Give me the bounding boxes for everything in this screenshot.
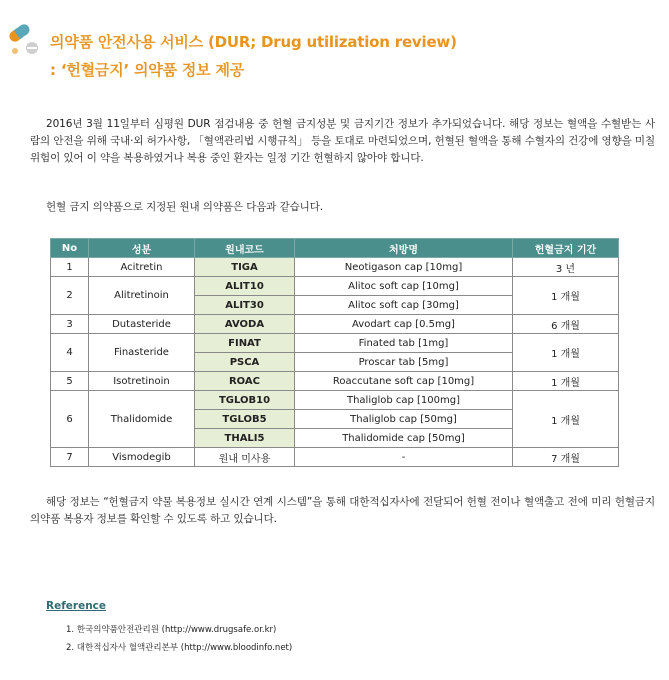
cell-prescription-name: Thaliglob cap [50mg] (295, 410, 513, 429)
intro-text-2: 헌혈 금지 의약품으로 지정된 원내 의약품은 다음과 같습니다. (46, 201, 323, 213)
cell-ingredient: Alitretinoin (89, 277, 195, 315)
reference-item: 2. 대한적십자사 혈액관리본부 (http://www.bloodinfo.net) (66, 643, 293, 653)
table-row (51, 258, 619, 277)
table-row (51, 334, 619, 353)
page-title: 의약품 안전사용 서비스 (DUR; Drug utilization review) (50, 33, 457, 51)
cell-no: 4 (51, 334, 89, 372)
cell-no: 1 (51, 258, 89, 277)
cell-code: AVODA (195, 315, 295, 334)
cell-ingredient: Dutasteride (89, 315, 195, 334)
cell-prescription-name: Alitoc soft cap [10mg] (295, 277, 513, 296)
column-header: 성분 (89, 239, 195, 258)
pill-capsule-icon (6, 18, 50, 58)
page-subtitle: : ‘헌혈금지’ 의약품 정보 제공 (50, 61, 245, 79)
cell-ingredient: Isotretinoin (89, 372, 195, 391)
cell-ingredient: Acitretin (89, 258, 195, 277)
cell-period: 1 개월 (513, 372, 619, 391)
table-row (51, 391, 619, 410)
closing-text: 해당 정보는 “헌혈금지 약물 복용정보 실시간 연계 시스템”을 통해 대한적십자사에 전달되어 헌혈 전이나 혈액출고 전에 미리 헌혈금지 의약품 복용자 정보를 확인할 수 있도록 하고 있습니다. (30, 496, 655, 526)
cell-prescription-name: Alitoc soft cap [30mg] (295, 296, 513, 315)
cell-code: 원내 미사용 (195, 448, 295, 467)
column-header: 헌혈금지 기간 (513, 239, 619, 258)
cell-ingredient: Vismodegib (89, 448, 195, 467)
cell-period: 6 개월 (513, 315, 619, 334)
cell-prescription-name: Neotigason cap [10mg] (295, 258, 513, 277)
column-header: 처방명 (295, 239, 513, 258)
cell-no: 7 (51, 448, 89, 467)
cell-ingredient: Finasteride (89, 334, 195, 372)
cell-no: 2 (51, 277, 89, 315)
blood-donation-restricted-drug-table (50, 238, 619, 467)
intro-paragraph-2 (30, 199, 655, 216)
cell-no: 3 (51, 315, 89, 334)
cell-prescription-name: Avodart cap [0.5mg] (295, 315, 513, 334)
cell-period: 1 개월 (513, 277, 619, 315)
cell-prescription-name: Roaccutane soft cap [10mg] (295, 372, 513, 391)
intro-text: 2016년 3월 11일부터 심평원 DUR 점검내용 중 헌혈 금지성분 및 금지기간 정보가 추가되었습니다. 해당 정보는 혈액을 수혈받는 사람의 안전을 위해 국내·외 허가사항, 「혈액관리법 시행규칙」 등을 토대로 마련되었으며, 헌혈된 혈액을 통해 수혈자의 건강에 영향을 미칠 위험이 있어 이 약을 복용하였거나 복용 중인 환자는 일정 기간 헌혈하지 않아야 합니다. (30, 118, 655, 165)
cell-prescription-name: Proscar tab [5mg] (295, 353, 513, 372)
cell-code: TIGA (195, 258, 295, 277)
cell-code: ALIT30 (195, 296, 295, 315)
cell-code: FINAT (195, 334, 295, 353)
table-row (51, 315, 619, 334)
cell-no: 5 (51, 372, 89, 391)
table-row (51, 372, 619, 391)
cell-no: 6 (51, 391, 89, 448)
cell-period: 1 개월 (513, 391, 619, 448)
table-header-row (51, 239, 619, 258)
closing-paragraph (30, 494, 655, 528)
cell-code: TGLOB10 (195, 391, 295, 410)
intro-paragraph (30, 116, 655, 168)
column-header: 원내코드 (195, 239, 295, 258)
reference-item: 1. 한국의약품안전관리원 (http://www.drugsafe.or.kr) (66, 625, 277, 635)
cell-code: ALIT10 (195, 277, 295, 296)
header (0, 14, 669, 84)
table-row (51, 448, 619, 467)
cell-code: THALI5 (195, 429, 295, 448)
cell-code: PSCA (195, 353, 295, 372)
cell-period: 3 년 (513, 258, 619, 277)
cell-prescription-name: Thalidomide cap [50mg] (295, 429, 513, 448)
cell-code: ROAC (195, 372, 295, 391)
table-row (51, 277, 619, 296)
reference-title: Reference (46, 600, 107, 612)
cell-period: 7 개월 (513, 448, 619, 467)
cell-code: TGLOB5 (195, 410, 295, 429)
cell-period: 1 개월 (513, 334, 619, 372)
cell-prescription-name: Finated tab [1mg] (295, 334, 513, 353)
cell-prescription-name: Thaliglob cap [100mg] (295, 391, 513, 410)
cell-prescription-name: - (295, 448, 513, 467)
column-header: No (51, 239, 89, 258)
cell-ingredient: Thalidomide (89, 391, 195, 448)
table-body (51, 258, 619, 467)
